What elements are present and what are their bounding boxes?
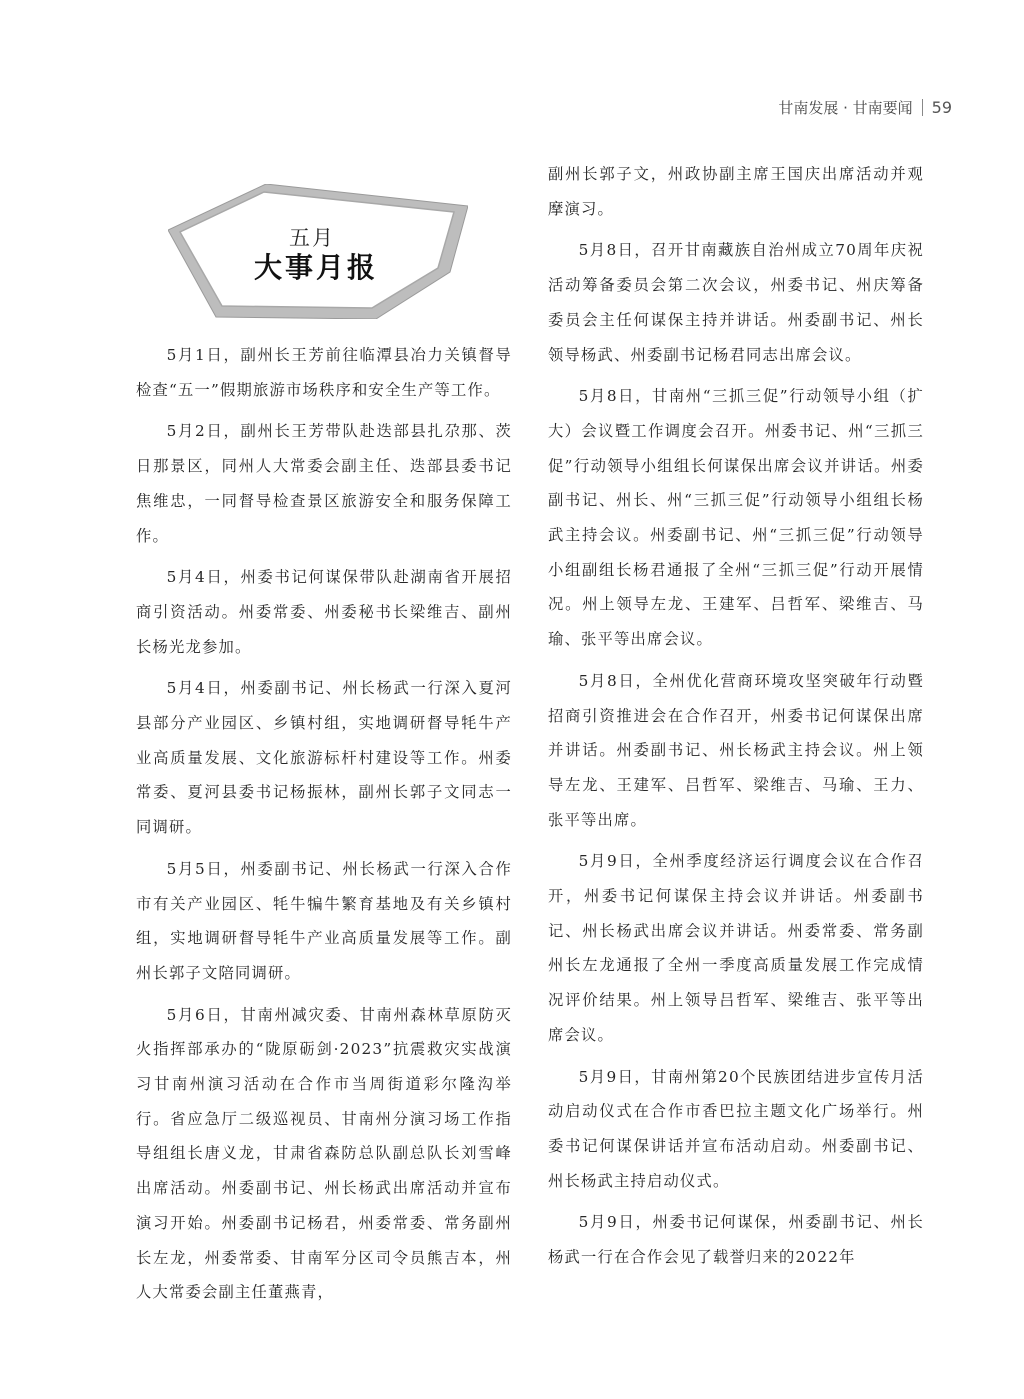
news-item-continuation: 副州长郭子文，州政协副主席王国庆出席活动并观摩演习。 [548,165,924,218]
left-column [136,338,512,1317]
news-item: 5月4日，州委副书记、州长杨武一行深入夏河县部分产业园区、乡镇村组，实地调研督导牦牛产业高质量发展、文化旅游标杆村建设等工作。州委常委、夏河县委书记杨振林，副州长郭子文同志一同调研。 [136,679,512,837]
news-item: 5月2日，副州长王芳带队赴迭部县扎尕那、茨日那景区，同州人大常委会副主任、迭部县委书记焦维忠，一同督导检查景区旅游安全和服务保障工作。 [136,422,512,545]
news-item: 5月8日，甘南州“三抓三促”行动领导小组（扩大）会议暨工作调度会召开。州委书记、州“三抓三促”行动领导小组组长何谋保出席会议并讲话。州委副书记、州长、州“三抓三促”行动领导小组组长杨武主持会议。州委副书记、州“三抓三促”行动领导小组副组长杨君通报了全州“三抓三促”行动开展情况。州上领导左龙、王建军、吕哲军、梁维吉、马瑜、张平等出席会议。 [548,387,924,649]
right-column [548,157,924,1282]
running-header [778,97,952,118]
badge-title: 大事月报 [253,250,378,284]
news-item: 5月8日，全州优化营商环境攻坚突破年行动暨招商引资推进会在合作召开，州委书记何谋保出席并讲话。州委副书记、州长杨武主持会议。州上领导左龙、王建军、吕哲军、梁维吉、马瑜、王力、张平等出席。 [548,671,924,829]
news-item: 5月9日，甘南州第20个民族团结进步宣传月活动启动仪式在合作市香巴拉主题文化广场举行。州委书记何谋保讲话并宣布活动启动。州委副书记、州长杨武主持启动仪式。 [548,1067,924,1190]
news-item: 5月8日，召开甘南藏族自治州成立70周年庆祝活动筹备委员会第二次会议，州委书记、州庆筹备委员会主任何谋保主持并讲话。州委副书记、州长领导杨武、州委副书记杨君同志出席会议。 [548,241,924,364]
section-badge [168,184,468,319]
page-number: 59 [931,98,952,117]
news-item: 5月1日，副州长王芳前往临潭县冶力关镇督导检查“五一”假期旅游市场秩序和安全生产等工作。 [136,346,512,399]
section-title: 甘南发展 · 甘南要闻 [778,99,913,117]
news-item: 5月9日，全州季度经济运行调度会议在合作召开，州委书记何谋保主持会议并讲话。州委副书记、州长杨武出席会议并讲话。州委常委、常务副州长左龙通报了全州一季度高质量发展工作完成情况评价结果。州上领导吕哲军、梁维吉、张平等出席会议。 [548,852,924,1044]
news-item: 5月4日，州委书记何谋保带队赴湖南省开展招商引资活动。州委常委、州委秘书长梁维吉、副州长杨光龙参加。 [136,568,512,656]
news-item: 5月6日，甘南州减灾委、甘南州森林草原防灭火指挥部承办的“陇原砺剑·2023”抗震救灾实战演习甘南州演习活动在合作市当周街道彩尔隆沟举行。省应急厅二级巡视员、甘南州分演习场工作指导组组长唐义龙，甘肃省森防总队副总队长刘雪峰出席活动。州委副书记、州长杨武出席活动并宣布演习开始。州委副书记杨君，州委常委、常务副州长左龙，州委常委、甘南军分区司令员熊吉本，州人大常委会副主任董燕青， [136,1005,512,1302]
news-item: 5月9日，州委书记何谋保，州委副书记、州长杨武一行在合作会见了载誉归来的2022年 [548,1213,924,1267]
header-divider [922,99,923,116]
badge-month: 五月 [289,225,335,250]
news-item: 5月5日，州委副书记、州长杨武一行深入合作市有关产业园区、牦牛犏牛繁育基地及有关乡镇村组，实地调研督导牦牛产业高质量发展等工作。副州长郭子文陪同调研。 [136,859,512,982]
